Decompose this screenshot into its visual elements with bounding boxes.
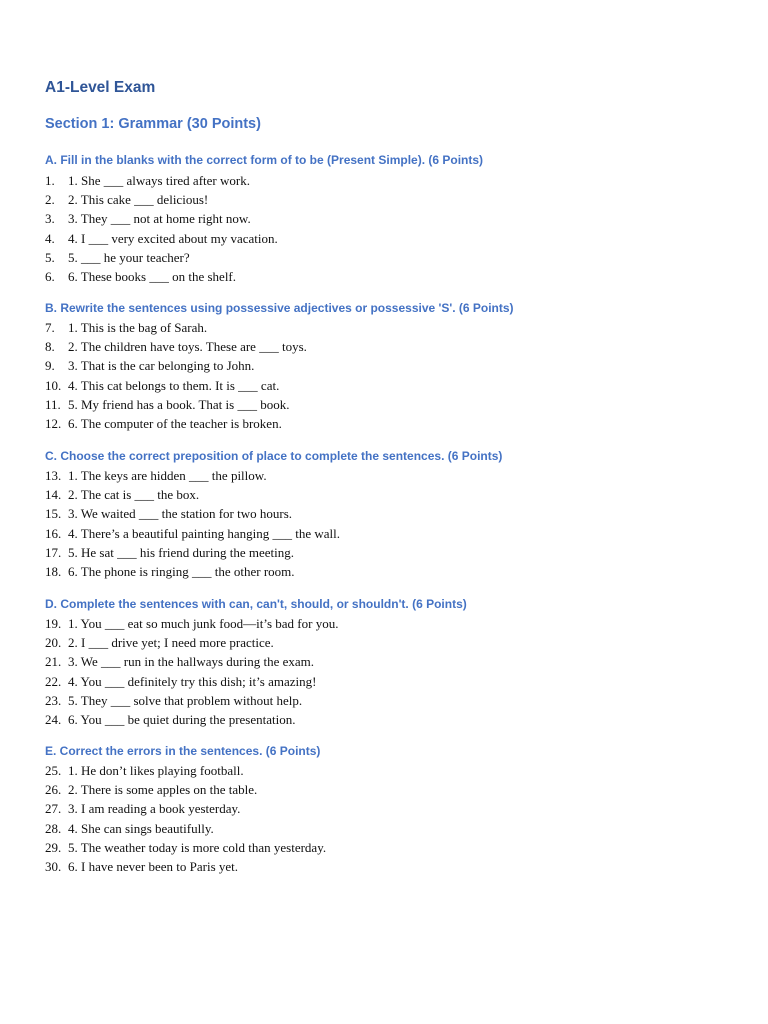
item-text: 2. This cake ___ delicious!	[68, 192, 209, 208]
item-number: 7.	[45, 320, 55, 335]
item-number: 16.	[45, 525, 62, 541]
item-text: 2. The children have toys. These are ___ toys.	[68, 339, 307, 355]
item-number: 24.	[45, 711, 62, 727]
item-number: 2.	[45, 192, 55, 208]
item-text: 5. He sat ___ his friend during the meeting.	[68, 544, 295, 560]
item-number: 28.	[45, 820, 62, 836]
item-text: 4. This cat belongs to them. It is ___ cat.	[68, 377, 280, 393]
item-text: 6. I have never been to Paris yet.	[68, 858, 239, 874]
part-d-heading: D. Complete the sentences with can, can't, should, or shouldn't. (6 Points)	[45, 597, 467, 611]
item-number: 9.	[45, 358, 55, 374]
part-c-heading: C. Choose the correct preposition of place to complete the sentences. (6 Points)	[45, 449, 503, 463]
item-number: 26.	[45, 782, 62, 798]
item-text: 4. I ___ very excited about my vacation.	[68, 230, 278, 246]
item-number: 3.	[45, 211, 55, 227]
item-text: 5. My friend has a book. That is ___ book.	[68, 396, 290, 412]
item-text: 2. I ___ drive yet; I need more practice.	[68, 635, 274, 651]
item-text: 1. You ___ eat so much junk food—it’s bad for you.	[68, 616, 339, 631]
item-text: 6. The computer of the teacher is broken.	[68, 415, 282, 431]
item-text: 6. The phone is ringing ___ the other room.	[68, 563, 295, 579]
item-text: 4. You ___ definitely try this dish; it’s amazing!	[68, 673, 317, 689]
item-number: 22.	[45, 673, 62, 689]
item-number: 18.	[45, 563, 62, 579]
item-number: 17.	[45, 544, 62, 560]
item-text: 5. They ___ solve that problem without help.	[68, 692, 303, 708]
item-text: 1. The keys are hidden ___ the pillow.	[68, 468, 267, 483]
item-number: 8.	[45, 339, 55, 355]
item-number: 14.	[45, 487, 62, 503]
item-number: 29.	[45, 839, 62, 855]
item-number: 23.	[45, 692, 62, 708]
item-number: 5.	[45, 249, 55, 265]
part-e-heading: E. Correct the errors in the sentences. (6 Points)	[45, 744, 321, 758]
item-text: 6. These books ___ on the shelf.	[68, 268, 237, 284]
item-text: 5. ___ he your teacher?	[68, 249, 190, 265]
item-text: 4. She can sings beautifully.	[68, 820, 214, 836]
part-a-heading: A. Fill in the blanks with the correct form of to be (Present Simple). (6 Points)	[45, 153, 484, 167]
item-number: 4.	[45, 230, 55, 246]
item-number: 21.	[45, 654, 62, 670]
section-title: Section 1: Grammar (30 Points)	[45, 116, 261, 132]
item-number: 20.	[45, 635, 62, 651]
item-text: 3. We ___ run in the hallways during the exam.	[68, 654, 315, 670]
item-number: 30.	[45, 858, 62, 874]
item-text: 3. They ___ not at home right now.	[68, 211, 251, 227]
item-number: 11.	[45, 396, 61, 412]
item-number: 10.	[45, 377, 62, 393]
item-text: 1. She ___ always tired after work.	[68, 173, 250, 188]
item-text: 3. I am reading a book yesterday.	[68, 801, 241, 817]
item-number: 27.	[45, 801, 62, 817]
item-number: 19.	[45, 616, 62, 631]
document-title: A1-Level Exam	[45, 79, 156, 96]
item-number: 6.	[45, 268, 55, 284]
item-number: 15.	[45, 506, 62, 522]
item-text: 1. This is the bag of Sarah.	[68, 320, 208, 335]
item-number: 1.	[45, 173, 55, 188]
item-number: 12.	[45, 415, 62, 431]
item-text: 3. That is the car belonging to John.	[68, 358, 255, 374]
item-text: 5. The weather today is more cold than yesterday.	[68, 839, 327, 855]
item-text: 2. There is some apples on the table.	[68, 782, 258, 798]
item-text: 4. There’s a beautiful painting hanging ___ the wall.	[68, 525, 340, 541]
part-b-heading: B. Rewrite the sentences using possessive adjectives or possessive 'S'. (6 Points)	[45, 301, 514, 315]
item-text: 2. The cat is ___ the box.	[68, 487, 200, 503]
item-text: 6. You ___ be quiet during the presentation.	[68, 711, 296, 727]
item-text: 1. He don’t likes playing football.	[68, 763, 244, 778]
item-number: 25.	[45, 763, 62, 778]
item-text: 3. We waited ___ the station for two hours.	[68, 506, 293, 522]
item-number: 13.	[45, 468, 62, 483]
